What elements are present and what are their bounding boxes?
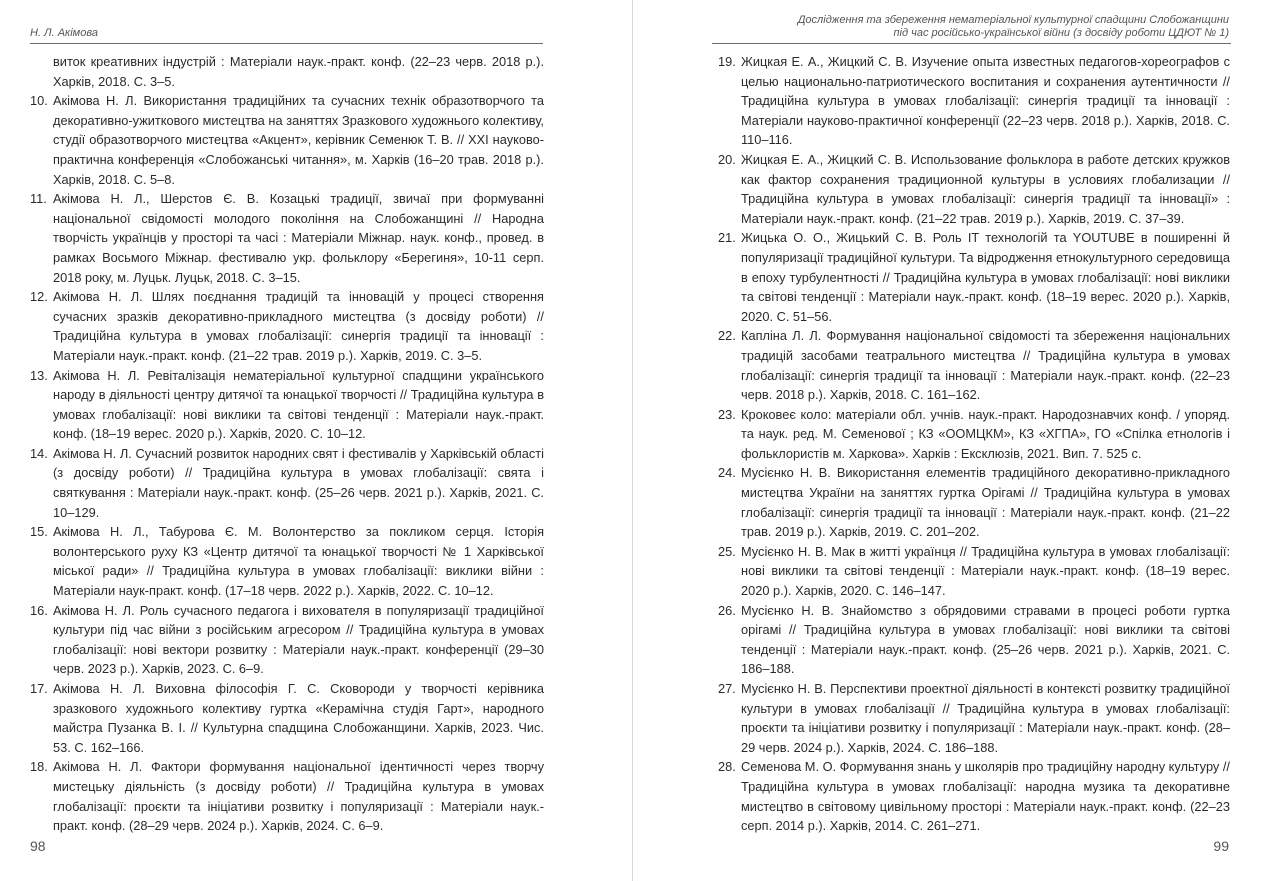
header-rule <box>30 43 543 44</box>
reference-number: 12. <box>30 289 48 305</box>
reference-item <box>30 444 544 522</box>
running-header-line-2: під час російсько-української війни (з досвіду роботи ЦДЮТ № 1) <box>893 26 1229 39</box>
reference-item <box>30 522 544 600</box>
reference-item <box>30 91 544 189</box>
reference-item <box>30 601 544 679</box>
reference-number: 23. <box>718 406 736 422</box>
running-header-title <box>798 14 1229 39</box>
reference-number: 15. <box>30 524 48 540</box>
reference-item <box>718 228 1230 326</box>
reference-number: 25. <box>718 543 736 559</box>
reference-text: Акімова Н. Л. Ревіталізація нематеріальної культурної спадщини українського народу в діяльності центру дитячої та юнацької творчості // Традиційна культура в умовах глобалізації: нові виклики та світові тенденції : Матеріали наук.-практ. конф. (18–19 верес. 2020 р.). Харків, 2020. С. 10–12. <box>53 367 544 442</box>
reference-text: Капліна Л. Л. Формування національної свідомості та збереження національних традицій засобами театрального мистецтва // Традиційна культура в умовах глобалізації: синергія традиції та інновації : Матеріали наук.-практ. конф. (22–23 черв. 2018 р.). Харків, 2018. С. 161–162. <box>741 328 1230 403</box>
reference-number: 20. <box>718 151 736 167</box>
reference-number: 11. <box>30 191 47 207</box>
reference-text: Кроковеє коло: матеріали обл. учнів. наук.-практ. Народознавчих конф. / упоряд. та наук. ред. М. Семенової ; КЗ «ООМЦКМ», КЗ «ХГПА», ГО «Спілка етнологів і фольклористів м. Харкова». Харків : Ексклюзів, 2021. Вип. 7. 525 с. <box>741 406 1230 461</box>
reference-item <box>718 150 1230 228</box>
reference-item <box>718 463 1230 541</box>
reference-item <box>30 189 544 287</box>
reference-number: 22. <box>718 328 736 344</box>
running-header-author: Н. Л. Акімова <box>30 27 98 39</box>
reference-text: Мусієнко Н. В. Мак в житті українця // Традиційна культура в умовах глобалізації: нові виклики та світові тенденції : Матеріали наук.-практ. конф. (18–19 верес. 2020 р.). Харків, 2020. С. 146–147. <box>741 543 1230 599</box>
reference-text: Жицька О. О., Жицький С. В. Роль IT технологій та YOUTUBE в поширенні й популяризації традиційної культури. Та відродження етнокультурного середовища в епоху турбулентності // Традиційна культура в умовах глобалізації: нові виклики та світові тенденції : Матеріали наук.-практ. конф. (18–19 верес. 2020 р.). Харків, 2020. С. 51–56. <box>741 230 1230 324</box>
reference-number: 14. <box>30 445 48 461</box>
reference-text: Акімова Н. Л. Роль сучасного педагога і вихователя в популяризації традиційної культури під час війни з російським агресором // Традиційна культура в умовах глобалізації: нові вектори розвитку : Матеріали наук.-практ. конференції (29–30 черв. 2023 р.). Харків, 2023. С. 6–9. <box>53 602 544 677</box>
reference-number: 18. <box>30 759 48 775</box>
running-header-line-1: Дослідження та збереження нематеріальної культурної спадщини Слобожанщини <box>797 14 1229 26</box>
reference-number: 21. <box>718 230 736 246</box>
page-number-right: 99 <box>1213 838 1229 854</box>
reference-item <box>30 366 544 444</box>
reference-number: 19. <box>718 54 736 69</box>
reference-number: 26. <box>718 602 736 618</box>
right-page <box>634 0 1267 881</box>
reference-number: 10. <box>30 93 48 109</box>
reference-item <box>718 542 1230 601</box>
reference-item <box>30 679 544 757</box>
reference-list-right <box>718 52 1230 836</box>
reference-text: Акімова Н. Л., Шерстов Є. В. Козацькі традиції, звичаї при формуванні національної свідомості молодого покоління на Слобожанщині // Народна творчість українців у просторі та часі : Матеріали Міжнар. наук. конф., провед. в рамках Восьмого Міжнар. фестивалю укр. фольклору «Берегиня», 10-11 серп. 2018 року, м. Луцьк. Луцьк, 2018. С. 3–15. <box>53 191 544 285</box>
reference-text: Акімова Н. Л. Фактори формування національної ідентичності через творчу мистецьку діяльність (з досвіду роботи) // Традиційна культура в умовах глобалізації: проєкти та ініціативи розвитку і популяризації : Матеріали наук.-практ. конф. (28–29 черв. 2024 р.). Харків, 2024. С. 6–9. <box>53 759 544 834</box>
reference-item <box>718 52 1230 150</box>
reference-number: 17. <box>30 681 48 696</box>
left-page <box>0 0 633 881</box>
reference-number: 27. <box>718 681 736 696</box>
reference-item <box>30 757 544 835</box>
reference-item <box>30 287 544 365</box>
reference-list-left <box>30 52 544 836</box>
reference-text: Жицкая Е. А., Жицкий С. В. Изучение опыта известных педагогов-хореографов с целью национально-патриотического воспитания и сохранения аутентичности // Традиційна культура в умовах глобалізації: синергія традиції та інновації : Матеріали науково-практичної конференції (22–23 черв. 2018 р.). Харків, 2018. С. 110–116. <box>741 54 1230 148</box>
header-rule <box>712 43 1231 44</box>
reference-text: Мусієнко Н. В. Знайомство з обрядовими стравами в процесі роботи гуртка орігамі // Традиційна культура в умовах глобалізації: нові виклики та світові тенденції : Матеріали наук.-практ. конф. (25–26 черв. 2021 р.). Харків, 2021. С. 186–188. <box>741 602 1230 677</box>
reference-text: Жицкая Е. А., Жицкий С. В. Использование фольклора в работе детских кружков как фактор сохранения традиционной культуры в условиях глобализации // Традиційна культура в умовах глобалізації: синергія традиції та інновації» : Матеріали наук.-практ. конф. (21–22 трав. 2019 р.). Харків, 2019. С. 37–39. <box>741 151 1230 226</box>
reference-text: Акімова Н. Л., Табурова Є. М. Волонтерство за покликом серця. Історія волонтерського руху КЗ «Центр дитячої та юнацької творчості № 1 Харківської міської ради» // Традиційна культура в умовах глобалізації: виклики війни : Матеріали наук-практ. конф. (17–18 черв. 2022 р.). Харків, 2022. С. 10–12. <box>53 524 544 599</box>
reference-continuation: виток креативних індустрій : Матеріали наук.-практ. конф. (22–23 черв. 2018 р.). Харків, 2018. С. 3–5. <box>53 54 544 89</box>
reference-text: Акімова Н. Л. Використання традиційних та сучасних технік образотворчого та декоративно-ужиткового мистецтва на заняттях Зразкового художнього колективу, студії образотворчого мистецтва «Акцент», керівник Семенюк Т. В. // XXI науково-практична конференція «Слобожанські читання», м. Харків (16–20 трав. 2018 р.). Харків, 2018. С. 5–8. <box>53 93 544 187</box>
reference-number: 16. <box>30 602 48 618</box>
page-number-left: 98 <box>30 838 46 854</box>
reference-number: 28. <box>718 759 736 775</box>
reference-item <box>718 601 1230 679</box>
reference-item <box>718 326 1230 404</box>
reference-text: Мусієнко Н. В. Використання елементів традиційного декоративно-прикладного мистецтва України на заняттях гуртка Орігамі // Традиційна культура в умовах глобалізації: синергія традиції та інновації : Матеріали наук.-практ. конф. (21–22 трав. 2019 р.). Харків, 2019. С. 201–202. <box>741 465 1230 540</box>
reference-text: Акімова Н. Л. Шлях поєднання традицій та інновацій у процесі створення сучасних зразків декоративно-прикладного мистецтва (з досвіду роботи) // Традиційна культура в умовах глобалізації: синергія традиції та інновації : Матеріали наук.-практ. конф. (21–22 трав. 2019 р.). Харків, 2019. С. 3–5. <box>53 289 544 363</box>
reference-text: Акімова Н. Л. Сучасний розвиток народних свят і фестивалів у Харківській області (з досвіду роботи) // Традиційна культура в умовах глобалізації: свята і святкування : Матеріали наук.-практ. конф. (25–26 черв. 2021 р.). Харків, 2021. С. 10–129. <box>53 445 544 520</box>
reference-item <box>718 405 1230 464</box>
reference-number: 13. <box>30 367 48 383</box>
reference-item <box>718 679 1230 757</box>
reference-text: Семенова М. О. Формування знань у школярів про традиційну народну культуру // Традиційна культура в умовах глобалізації: народна музика та декоративне мистецтво в світовому цивільному просторі : Матеріали наук.-практ. конф. (22–23 серп. 2014 р.). Харків, 2014. С. 261–271. <box>741 759 1230 834</box>
reference-item <box>718 757 1230 835</box>
reference-number: 24. <box>718 465 736 481</box>
reference-text: Акімова Н. Л. Виховна філософія Г. С. Сковороди у творчості керівника зразкового художнього колективу гуртка «Керамічна студія Гарт», народного майстра Пузанка В. І. // Культурна спадщина Слобожанщини. Харків, 2023. Чис. 53. С. 162–166. <box>53 681 544 755</box>
reference-text: Мусієнко Н. В. Перспективи проектної діяльності в контексті розвитку традиційної культури в умовах глобалізації // Традиційна культура в умовах глобалізації: проєкти та ініціативи розвитку і популяризації : Матеріали наук.-практ. конф. (28–29 черв. 2024 р.). Харків, 2024. С. 186–188. <box>741 681 1230 755</box>
